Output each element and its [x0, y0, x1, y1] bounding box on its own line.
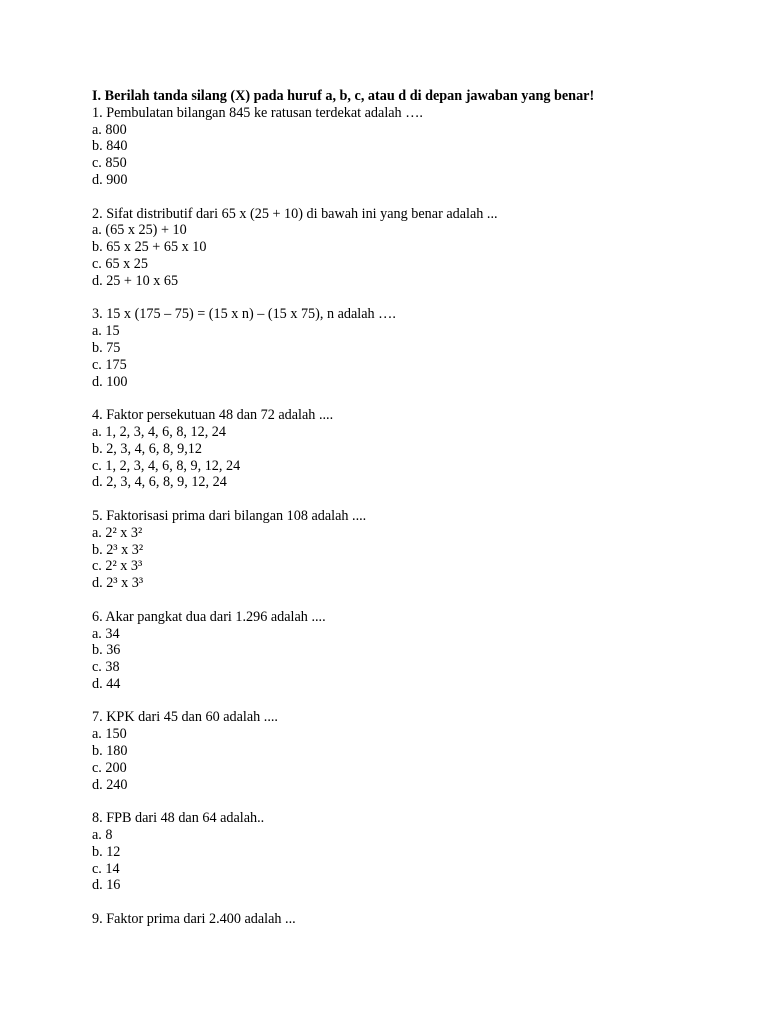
answer-option: b. 36 [92, 642, 121, 659]
answer-option: c. 850 [92, 155, 127, 172]
question-text: 1. Pembulatan bilangan 845 ke ratusan terdekat adalah …. [92, 104, 423, 121]
question-8 [92, 810, 732, 894]
answer-option: c. 175 [92, 356, 127, 373]
answer-option: b. 840 [92, 138, 128, 155]
answer-option: b. 180 [92, 743, 128, 760]
answer-option: d. 44 [92, 675, 121, 692]
answer-option: d. 16 [92, 877, 121, 894]
question-text: 4. Faktor persekutuan 48 dan 72 adalah .... [92, 407, 334, 424]
answer-option: b. 2, 3, 4, 6, 8, 9,12 [92, 440, 202, 457]
answer-option: d. 2³ x 3³ [92, 575, 144, 592]
answer-option: c. 1, 2, 3, 4, 6, 8, 9, 12, 24 [92, 457, 241, 474]
question-text: 3. 15 x (175 – 75) = (15 x n) – (15 x 75), n adalah …. [92, 306, 396, 323]
answer-option: a. 150 [92, 726, 127, 743]
answer-option: c. 65 x 25 [92, 255, 148, 272]
question-text: 9. Faktor prima dari 2.400 adalah ... [92, 911, 296, 928]
question-2 [92, 206, 732, 290]
answer-option: d. 2, 3, 4, 6, 8, 9, 12, 24 [92, 474, 227, 491]
answer-option: b. 2³ x 3² [92, 541, 144, 558]
answer-option: a. 1, 2, 3, 4, 6, 8, 12, 24 [92, 423, 226, 440]
answer-option: c. 200 [92, 759, 127, 776]
answer-option: b. 12 [92, 843, 121, 860]
question-1 [92, 105, 732, 189]
question-text: 5. Faktorisasi prima dari bilangan 108 adalah .... [92, 507, 367, 524]
answer-option: c. 2² x 3³ [92, 558, 143, 575]
question-text: 2. Sifat distributif dari 65 x (25 + 10) di bawah ini yang benar adalah ... [92, 205, 498, 222]
question-4 [92, 407, 732, 491]
answer-option: c. 38 [92, 659, 120, 676]
answer-option: d. 900 [92, 171, 128, 188]
question-5 [92, 508, 732, 592]
instruction-heading: I. Berilah tanda silang (X) pada huruf a, b, c, atau d di depan jawaban yang benar! [92, 88, 595, 104]
question-7 [92, 709, 732, 793]
question-text: 6. Akar pangkat dua dari 1.296 adalah .... [92, 608, 326, 625]
question-text: 7. KPK dari 45 dan 60 adalah .... [92, 709, 278, 726]
worksheet-page [92, 88, 732, 928]
answer-option: c. 14 [92, 860, 120, 877]
answer-option: a. 2² x 3² [92, 524, 143, 541]
answer-option: a. 800 [92, 121, 127, 138]
answer-option: d. 25 + 10 x 65 [92, 272, 179, 289]
answer-option: d. 240 [92, 776, 128, 793]
answer-option: b. 65 x 25 + 65 x 10 [92, 239, 207, 256]
question-9 [92, 911, 732, 928]
answer-option: b. 75 [92, 339, 121, 356]
answer-option: a. 34 [92, 625, 120, 642]
question-list [92, 105, 732, 928]
question-6 [92, 609, 732, 693]
answer-option: d. 100 [92, 373, 128, 390]
question-3 [92, 306, 732, 390]
answer-option: a. 15 [92, 323, 120, 340]
answer-option: a. 8 [92, 827, 113, 844]
answer-option: a. (65 x 25) + 10 [92, 222, 187, 239]
question-text: 8. FPB dari 48 dan 64 adalah.. [92, 810, 265, 827]
